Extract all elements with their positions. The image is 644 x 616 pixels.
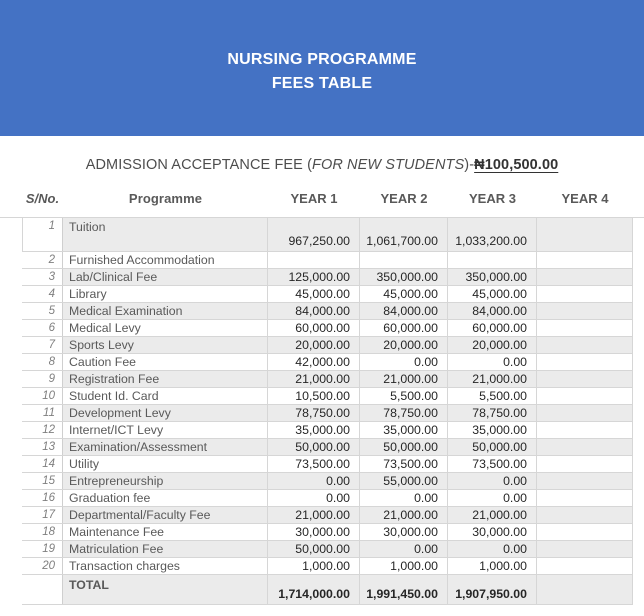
table-row [22, 371, 633, 388]
row-sno: 1 [22, 218, 63, 251]
header-programme: Programme [128, 191, 203, 206]
row-year2-value: 50,000.00 [360, 439, 448, 455]
total-sno [22, 575, 63, 604]
table-row [22, 473, 633, 490]
row-sno: 15 [22, 473, 63, 489]
row-year2-value: 35,000.00 [360, 422, 448, 438]
row-sno: 8 [22, 354, 63, 370]
row-year2-value: 0.00 [360, 541, 448, 557]
row-sno: 13 [22, 439, 63, 455]
row-year4-value [537, 473, 633, 489]
row-year4-value [537, 524, 633, 540]
row-year3-value: 21,000.00 [448, 507, 537, 523]
row-year4-value [537, 388, 633, 404]
row-programme: Caution Fee [63, 354, 268, 370]
table-row [22, 354, 633, 371]
row-programme: Internet/ICT Levy [63, 422, 268, 438]
row-year1-value: 50,000.00 [268, 541, 360, 557]
row-year3-value: 0.00 [448, 354, 537, 370]
row-year2-value: 20,000.00 [360, 337, 448, 353]
row-year4-value [537, 507, 633, 523]
table-row [22, 439, 633, 456]
row-programme: Graduation fee [63, 490, 268, 506]
row-programme: Sports Levy [63, 337, 268, 353]
row-year1-value: 0.00 [268, 473, 360, 489]
row-sno: 12 [22, 422, 63, 438]
row-year3-value: 21,000.00 [448, 371, 537, 387]
total-year2-value: 1,991,450.00 [360, 575, 448, 604]
row-year2-value: 1,000.00 [360, 558, 448, 574]
banner-title-line1: NURSING PROGRAMME [227, 51, 417, 68]
table-row [22, 524, 633, 541]
row-year3-value: 50,000.00 [448, 439, 537, 455]
row-sno: 17 [22, 507, 63, 523]
row-year2-value: 84,000.00 [360, 303, 448, 319]
row-year1-value: 60,000.00 [268, 320, 360, 336]
row-year1-value: 967,250.00 [268, 218, 360, 251]
row-programme: Departmental/Faculty Fee [63, 507, 268, 523]
row-year4-value [537, 371, 633, 387]
row-year2-value: 55,000.00 [360, 473, 448, 489]
row-year3-value: 5,500.00 [448, 388, 537, 404]
row-programme: Lab/Clinical Fee [63, 269, 268, 285]
admission-heading-suffix: )- [464, 157, 475, 173]
row-year3-value: 45,000.00 [448, 286, 537, 302]
row-year4-value [537, 303, 633, 319]
header-year-4: YEAR 4 [561, 191, 609, 206]
row-programme: Student Id. Card [63, 388, 268, 404]
row-year2-value: 1,061,700.00 [360, 218, 448, 251]
row-year4-value [537, 490, 633, 506]
table-row [22, 422, 633, 439]
row-sno: 14 [22, 456, 63, 472]
row-year4-value [537, 558, 633, 574]
row-year3-value [448, 252, 537, 268]
row-year1-value: 45,000.00 [268, 286, 360, 302]
row-year3-value: 84,000.00 [448, 303, 537, 319]
row-sno: 4 [22, 286, 63, 302]
row-year2-value: 0.00 [360, 490, 448, 506]
admission-heading-italic: FOR NEW STUDENTS [312, 157, 465, 173]
row-programme: Registration Fee [63, 371, 268, 387]
row-year4-value [537, 354, 633, 370]
row-year2-value: 350,000.00 [360, 269, 448, 285]
row-year1-value: 50,000.00 [268, 439, 360, 455]
row-year2-value: 30,000.00 [360, 524, 448, 540]
row-year3-value: 60,000.00 [448, 320, 537, 336]
row-year1-value: 73,500.00 [268, 456, 360, 472]
table-total-row [22, 575, 633, 605]
row-year2-value: 0.00 [360, 354, 448, 370]
row-year1-value: 84,000.00 [268, 303, 360, 319]
row-year4-value [537, 320, 633, 336]
row-year1-value: 21,000.00 [268, 371, 360, 387]
row-year2-value: 21,000.00 [360, 371, 448, 387]
row-year1-value [268, 252, 360, 268]
fees-table [0, 217, 644, 605]
row-sno: 2 [22, 252, 63, 268]
row-sno: 7 [22, 337, 63, 353]
row-programme: Utility [63, 456, 268, 472]
row-year4-value [537, 218, 633, 251]
row-year3-value: 350,000.00 [448, 269, 537, 285]
header-year-1: YEAR 1 [290, 191, 338, 206]
header-year-2: YEAR 2 [380, 191, 428, 206]
row-programme: Library [63, 286, 268, 302]
row-year2-value: 60,000.00 [360, 320, 448, 336]
row-year3-value: 30,000.00 [448, 524, 537, 540]
table-row [22, 337, 633, 354]
table-header-row [22, 189, 633, 208]
row-year1-value: 21,000.00 [268, 507, 360, 523]
row-year1-value: 0.00 [268, 490, 360, 506]
row-year3-value: 0.00 [448, 490, 537, 506]
row-year2-value: 21,000.00 [360, 507, 448, 523]
total-year1-value: 1,714,000.00 [268, 575, 360, 604]
banner-title-line2: FEES TABLE [271, 75, 373, 92]
header-year-3: YEAR 3 [469, 191, 516, 206]
admission-fee-heading [0, 157, 644, 173]
row-programme: Medical Levy [63, 320, 268, 336]
row-sno: 19 [22, 541, 63, 557]
row-year3-value: 20,000.00 [448, 337, 537, 353]
row-year4-value [537, 269, 633, 285]
row-sno: 6 [22, 320, 63, 336]
row-programme: Furnished Accommodation [63, 252, 268, 268]
row-year2-value: 45,000.00 [360, 286, 448, 302]
row-year3-value: 78,750.00 [448, 405, 537, 421]
table-row [22, 405, 633, 422]
row-sno: 11 [22, 405, 63, 421]
row-year1-value: 42,000.00 [268, 354, 360, 370]
table-row [22, 286, 633, 303]
table-row [22, 388, 633, 405]
table-row [22, 456, 633, 473]
row-year1-value: 35,000.00 [268, 422, 360, 438]
table-row [22, 252, 633, 269]
row-sno: 18 [22, 524, 63, 540]
total-year3-value: 1,907,950.00 [448, 575, 537, 604]
total-label: TOTAL [63, 575, 268, 604]
row-year4-value [537, 337, 633, 353]
table-row [22, 269, 633, 286]
table-row [22, 218, 633, 252]
table-row [22, 320, 633, 337]
row-year1-value: 78,750.00 [268, 405, 360, 421]
row-year4-value [537, 252, 633, 268]
row-year1-value: 1,000.00 [268, 558, 360, 574]
row-year3-value: 0.00 [448, 473, 537, 489]
row-year2-value [360, 252, 448, 268]
table-row [22, 507, 633, 524]
row-year3-value: 0.00 [448, 541, 537, 557]
row-year4-value [537, 286, 633, 302]
row-year3-value: 1,000.00 [448, 558, 537, 574]
row-year3-value: 73,500.00 [448, 456, 537, 472]
table-row [22, 541, 633, 558]
row-year1-value: 125,000.00 [268, 269, 360, 285]
table-row [22, 558, 633, 575]
row-programme: Tuition [63, 218, 268, 251]
row-programme: Examination/Assessment [63, 439, 268, 455]
row-programme: Entrepreneurship [63, 473, 268, 489]
table-row [22, 303, 633, 320]
row-year4-value [537, 541, 633, 557]
row-year4-value [537, 422, 633, 438]
row-programme: Matriculation Fee [63, 541, 268, 557]
row-year2-value: 5,500.00 [360, 388, 448, 404]
admission-amount: ₦100,500.00 [474, 157, 559, 173]
row-sno: 3 [22, 269, 63, 285]
row-sno: 9 [22, 371, 63, 387]
header-sno: S/No. [25, 191, 60, 206]
row-programme: Maintenance Fee [63, 524, 268, 540]
row-programme: Medical Examination [63, 303, 268, 319]
row-sno: 10 [22, 388, 63, 404]
admission-heading-text: ADMISSION ACCEPTANCE FEE ( [85, 157, 313, 173]
row-year4-value [537, 439, 633, 455]
banner [0, 0, 644, 136]
row-year1-value: 30,000.00 [268, 524, 360, 540]
row-sno: 20 [22, 558, 63, 574]
row-year4-value [537, 405, 633, 421]
row-programme: Development Levy [63, 405, 268, 421]
row-year2-value: 78,750.00 [360, 405, 448, 421]
row-sno: 5 [22, 303, 63, 319]
table-row [22, 490, 633, 507]
row-year4-value [537, 456, 633, 472]
total-year4-value [537, 575, 633, 604]
row-year1-value: 20,000.00 [268, 337, 360, 353]
row-year2-value: 73,500.00 [360, 456, 448, 472]
row-year3-value: 1,033,200.00 [448, 218, 537, 251]
row-sno: 16 [22, 490, 63, 506]
row-year3-value: 35,000.00 [448, 422, 537, 438]
row-programme: Transaction charges [63, 558, 268, 574]
row-year1-value: 10,500.00 [268, 388, 360, 404]
